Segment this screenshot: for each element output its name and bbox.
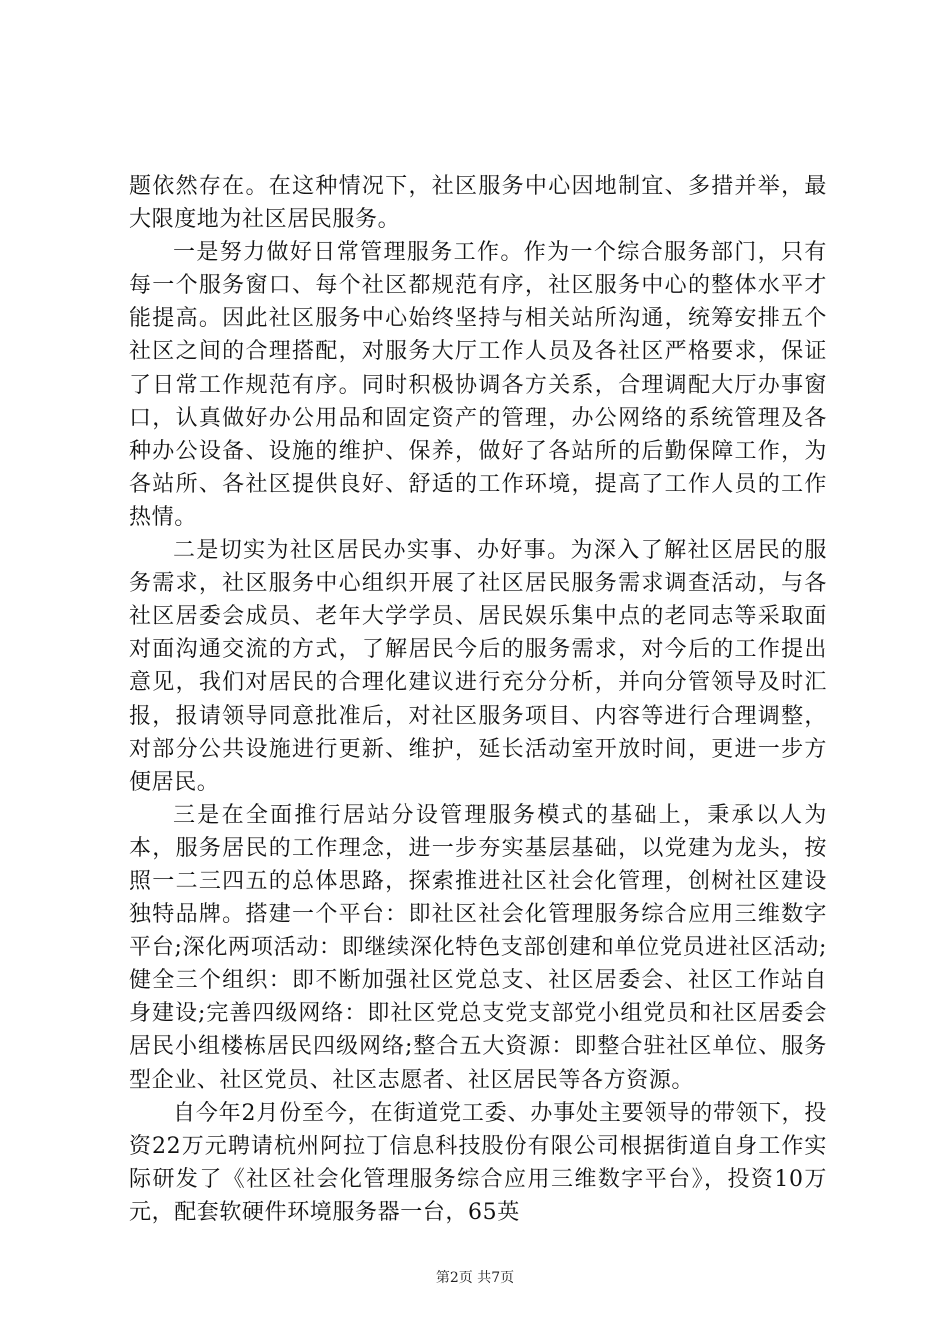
paragraph-socialized-management: 三是在全面推行居站分设管理服务模式的基础上，秉承以人为本，服务居民的工作理念，进一步夯实基层基础，以党建为龙头，按照一二三四五的总体思路，探索推进社区社会化管理，创树社区建设独特品牌。搭建一个平台：即社区社会化管理服务综合应用三维数字平台;深化两项活动：即继续深化特色支部创建和单位党员进社区活动;健全三个组织：即不断加强社区党总支、社区居委会、社区工作站自身建设;完善四级网络：即社区党总支党支部党小组党员和社区居委会居民小组楼栋居民四级网络;整合五大资源：即整合驻社区单位、服务型企业、社区党员、社区志愿者、社区居民等各方资源。	[129, 802, 827, 1093]
page-footer: 第2页 共7页	[435, 1270, 515, 1286]
document-body	[129, 170, 827, 1229]
paragraph-resident-services: 二是切实为社区居民办实事、办好事。为深入了解社区居民的服务需求，社区服务中心组织开展了社区居民服务需求调查活动，与各社区居委会成员、老年大学学员、居民娱乐集中点的老同志等采取面对面沟通交流的方式，了解居民今后的服务需求，对今后的工作提出意见，我们对居民的合理化建议进行充分分析，并向分管领导及时汇报，报请领导同意批准后，对社区服务项目、内容等进行合理调整，对部分公共设施进行更新、维护，延长活动室开放时间，更进一步方便居民。	[129, 538, 827, 795]
paragraph-continuation: 题依然存在。在这种情况下，社区服务中心因地制宜、多措并举，最大限度地为社区居民服务。	[129, 174, 827, 233]
paragraph-daily-management: 一是努力做好日常管理服务工作。作为一个综合服务部门，只有每一个服务窗口、每个社区都规范有序，社区服务中心的整体水平才能提高。因此社区服务中心始终坚持与相关站所沟通，统筹安排五个社区之间的合理搭配，对服务大厅工作人员及各社区严格要求，保证了日常工作规范有序。同时积极协调各方关系，合理调配大厅办事窗口，认真做好办公用品和固定资产的管理，办公网络的系统管理及各种办公设备、设施的维护、保养，做好了各站所的后勤保障工作，为各站所、各社区提供良好、舒适的工作环境，提高了工作人员的工作热情。	[129, 240, 827, 530]
paragraph-digital-platform: 自今年2月份至今，在街道党工委、办事处主要领导的带领下，投资22万元聘请杭州阿拉丁信息科技股份有限公司根据街道自身工作实际研发了《社区社会化管理服务综合应用三维数字平台》，投资10万元，配套软硬件环境服务器一台，65英	[129, 1100, 827, 1225]
